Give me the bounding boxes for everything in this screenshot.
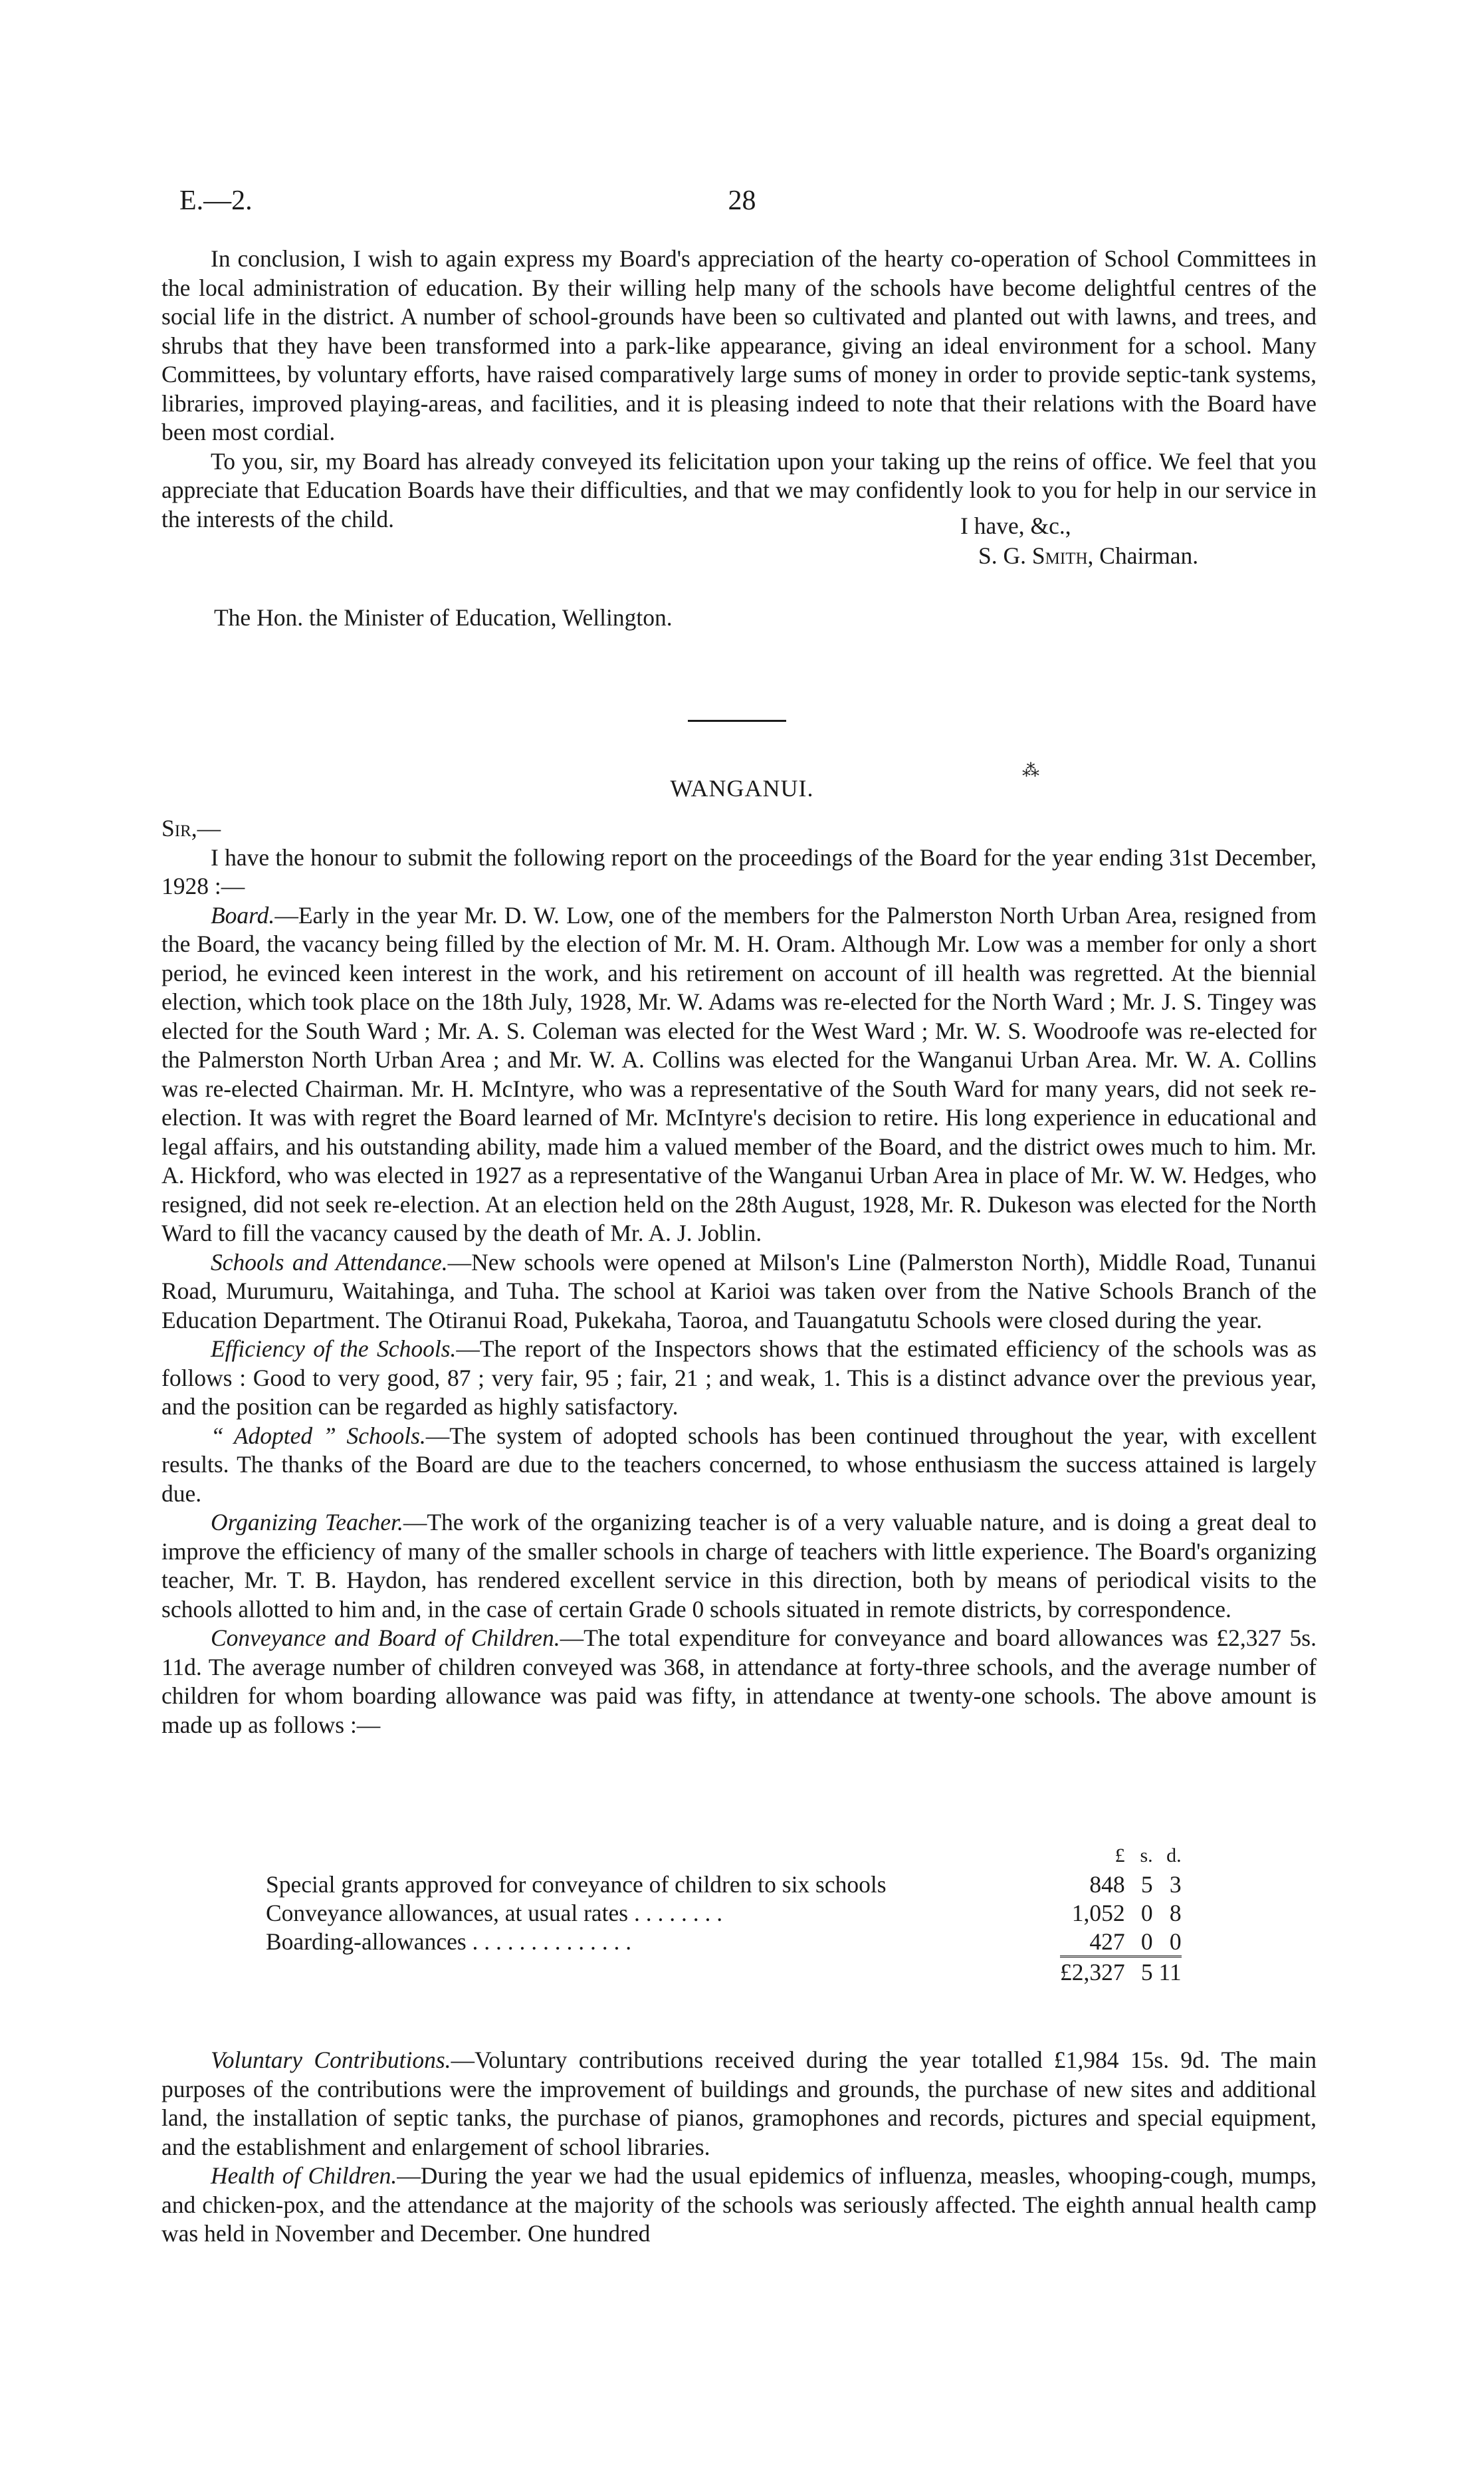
board-text: —Early in the year Mr. D. W. Low, one of the members for the Palmerston North Urban Area, resigned from the Board, the vacancy being filled by the election of Mr. M. H. Oram. Although Mr. Low was a member for only a short period, he evinced keen interest in the work, and his retirement on account of ill health was regretted. At the biennial election, which took place on the 18th July, 1928, Mr. W. Adams was re-elected for the North Ward ; Mr. J. S. Tingey was elected for the South Ward ; Mr. A. S. Coleman was elected for the West Ward ; Mr. W. S. Woodroofe was re-elected for the Palmerston North Urban Area ; and Mr. W. A. Collins was elected for the Wanganui Urban Area. Mr. W. A. Collins was re-elected Chairman. Mr. H. McIntyre, who was a representative of the South Ward for many years, did not seek re-election. It was with regret the Board learned of Mr. McIntyre's decision to retire. His long experience in educational and legal affairs, and his outstanding ability, made him a valued member of the Board, and the district owes much to him. Mr. A. Hickford, who was elected in 1927 as a representative of the Wanganui Urban Area in place of Mr. W. W. Hedges, who resigned, did not seek re-election. At an election held on the 28th August, 1928, Mr. R. Dukeson was elected for the North Ward to fill the vacancy caused by the death of Mr. A. J. Joblin. bbox=[161, 901, 1317, 1246]
table-row bbox=[266, 1898, 1182, 1927]
closing-letter bbox=[161, 245, 1317, 534]
section-title: WANGANUI. bbox=[670, 775, 814, 802]
row-pence: 0 bbox=[1169, 1928, 1182, 1955]
report-continuation bbox=[161, 2046, 1317, 2249]
row-description: Conveyance allowances, at usual rates . . . . . . . . bbox=[266, 1899, 723, 1926]
health-text: —During the year we had the usual epidemics of influenza, measles, whooping-cough, mumps, and chicken-pox, and the attendance at the majority of the schools was seriously affected. The eighth annual health camp was held in November and December. One hundred bbox=[161, 2162, 1317, 2247]
organizing-heading: Organizing Teacher. bbox=[211, 1509, 403, 1535]
total-pence: 11 bbox=[1153, 1957, 1182, 1987]
organizing-paragraph bbox=[161, 1508, 1317, 1624]
document-reference: E.—2. bbox=[179, 185, 253, 216]
adopted-heading: “ Adopted ” Schools. bbox=[211, 1422, 426, 1449]
board-heading: Board. bbox=[211, 901, 275, 929]
board-paragraph bbox=[161, 901, 1317, 1248]
col-pounds: £ bbox=[1114, 1844, 1125, 1866]
row-shillings: 5 bbox=[1140, 1870, 1153, 1898]
signature bbox=[978, 542, 1198, 570]
total-pounds: £2,327 bbox=[1060, 1957, 1125, 1987]
addressee: The Hon. the Minister of Education, Wellington. bbox=[214, 604, 673, 631]
voluntary-text: —Voluntary contributions received during the year totalled £1,984 15s. 9d. The main purposes of the contributions were the improvement of buildings and grounds, the purchase of new sites and additional land, the installation of septic tanks, the purchase of pianos, gramophones and records, pictures and special equipment, and the establishment and enlargement of school libraries. bbox=[161, 2047, 1317, 2160]
signature-name: Smith bbox=[1031, 542, 1088, 569]
schools-heading: Schools and Attendance. bbox=[211, 1248, 448, 1276]
table-row bbox=[266, 1927, 1182, 1957]
conveyance-paragraph bbox=[161, 1624, 1317, 1739]
efficiency-heading: Efficiency of the Schools. bbox=[211, 1335, 457, 1362]
row-pence: 8 bbox=[1169, 1899, 1182, 1926]
page-number: 28 bbox=[728, 185, 756, 216]
row-shillings: 0 bbox=[1140, 1899, 1153, 1926]
conclusion-paragraph: In conclusion, I wish to again express my Board's appreciation of the hearty co-operation of School Committees in the local administration of education. By their willing help many of the schools have become delightful centres of the social life in the district. A number of school-grounds have been so cultivated and planted out with lawns, and trees, and shrubs that they have been transformed into a park-like appearance, giving an ideal environment for a school. Many Committees, by voluntary efforts, have raised comparatively large sums of money in order to provide septic-tank systems, libraries, improved playing-areas, and facilities, and it is pleasing indeed to note that their relations with the Board have been most cordial. bbox=[161, 245, 1317, 445]
row-pounds: 1,052 bbox=[1071, 1899, 1125, 1926]
row-shillings: 0 bbox=[1140, 1928, 1153, 1955]
closing-formula: I have, &c., bbox=[960, 512, 1071, 539]
col-pence: d. bbox=[1166, 1844, 1182, 1866]
adopted-text: —The system of adopted schools has been continued throughout the year, with excellent results. The thanks of the Board are due to the teachers concerned, to whose enthusiasm the success attained is largely due. bbox=[161, 1422, 1317, 1507]
schools-text: —New schools were opened at Milson's Line (Palmerston North), Middle Road, Tunanui Road, Murumuru, Waitahinga, and Tuha. The school at Karioi was taken over from the Native Schools Branch of the Education Department. The Otiranui Road, Pukekaha, Taoroa, and Tauangatutu Schools were closed during the year. bbox=[161, 1248, 1317, 1333]
wanganui-report bbox=[161, 814, 1317, 1739]
adopted-paragraph bbox=[161, 1422, 1317, 1509]
table-row bbox=[266, 1870, 1182, 1898]
page-header bbox=[179, 185, 1305, 225]
row-pounds: 848 bbox=[1089, 1870, 1125, 1898]
signature-title: , Chairman. bbox=[1087, 542, 1199, 569]
health-paragraph bbox=[161, 2162, 1317, 2249]
row-pence: 3 bbox=[1169, 1870, 1182, 1898]
total-row bbox=[266, 1957, 1182, 1987]
efficiency-text: —The report of the Inspectors shows that the estimated efficiency of the schools was as follows : Good to very good, 87 ; very fair, 95 ; fair, 21 ; and weak, 1. This is a distinct advance over the previous year, and the position can be regarded as highly satisfactory. bbox=[161, 1335, 1317, 1420]
intro-paragraph: I have the honour to submit the following report on the proceedings of the Board for the year ending 31st December, 1928 :— bbox=[161, 843, 1317, 899]
voluntary-heading: Voluntary Contributions. bbox=[211, 2047, 451, 2073]
printer-mark: ⁂ bbox=[1022, 761, 1039, 780]
efficiency-paragraph bbox=[161, 1335, 1317, 1422]
row-description: Boarding-allowances . . . . . . . . . . . . . . bbox=[266, 1928, 632, 1956]
row-description: Special grants approved for conveyance of children to six schools bbox=[266, 1870, 887, 1898]
row-pounds: 427 bbox=[1089, 1928, 1125, 1955]
expenditure-table bbox=[266, 1841, 1182, 1986]
signature-initials: S. G. bbox=[978, 542, 1027, 569]
col-shillings: s. bbox=[1140, 1844, 1153, 1866]
conveyance-heading: Conveyance and Board of Children. bbox=[211, 1625, 560, 1651]
conveyance-text: —The total expenditure for conveyance and board allowances was £2,327 5s. 11d. The average number of children conveyed was 368, in attendance at forty-three schools, and the average number of children for whom boarding allowance was paid was fifty, in attendance at twenty-one schools. The above amount is made up as follows :— bbox=[161, 1625, 1317, 1738]
voluntary-paragraph bbox=[161, 2046, 1317, 2162]
total-shillings: 5 bbox=[1125, 1957, 1153, 1987]
health-heading: Health of Children. bbox=[211, 2162, 397, 2189]
schools-paragraph bbox=[161, 1248, 1317, 1335]
felicitation-paragraph: To you, sir, my Board has already conveyed its felicitation upon your taking up the reins of office. We feel that you appreciate that Education Boards have their difficulties, and that we may confidently look to you for help in our service in the interests of the child. bbox=[161, 447, 1317, 532]
salutation: Sir,— bbox=[161, 815, 221, 841]
section-divider bbox=[688, 720, 786, 722]
table-header-row bbox=[266, 1841, 1182, 1870]
organizing-text: —The work of the organizing teacher is of a very valuable nature, and is doing a great deal to improve the efficiency of many of the smaller schools in charge of teachers with little experience. The Board's organizing teacher, Mr. T. B. Haydon, has rendered excellent service in this direction, both by means of periodical visits to the schools allotted to him and, in the case of certain Grade 0 schools situated in remote districts, by correspondence. bbox=[161, 1509, 1317, 1623]
